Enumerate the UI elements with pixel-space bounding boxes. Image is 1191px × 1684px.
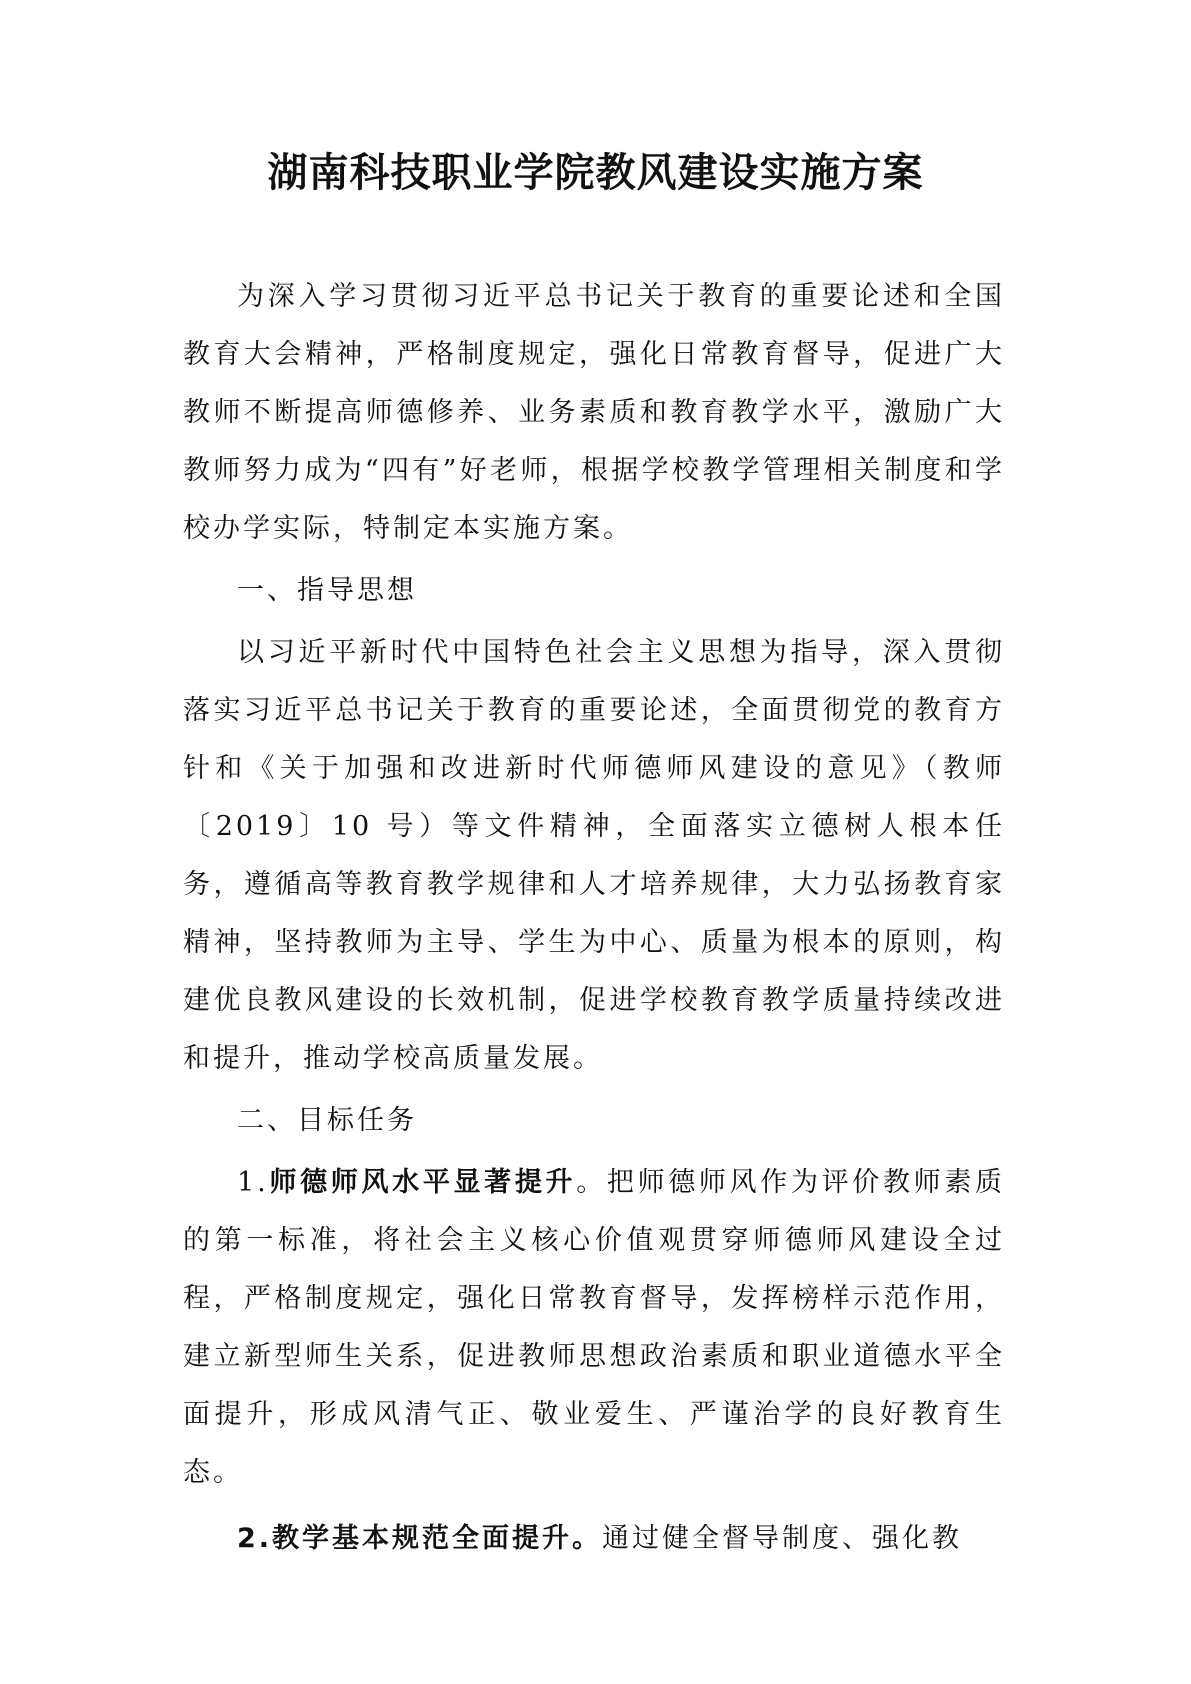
- goal-item-2-text: 通过健全督导制度、强化教: [602, 1523, 963, 1554]
- document-body: [183, 268, 1005, 1568]
- guiding-ideology-paragraph: 以习近平新时代中国特色社会主义思想为指导，深入贯彻落实习近平总书记关于教育的重要论述，全面贯彻党的教育方针和《关于加强和改进新时代师德师风建设的意见》（教师〔2019〕10 号）等文件精神，全面落实立德树人根本任务，遵循高等教育教学规律和人才培养规律，大力弘扬教育家精神，坚持教师为主导、学生为中心、质量为根本的原则，构建优良教风建设的长效机制，促进学校教育教学质量持续改进和提升，推动学校高质量发展。: [183, 637, 1005, 1074]
- goal-item-2-lead: 2.教学基本规范全面提升。: [237, 1523, 603, 1554]
- goal-item-1-number: 1.: [237, 1167, 269, 1198]
- goal-item-1: [183, 1154, 1005, 1502]
- goal-item-2: [183, 1510, 1005, 1568]
- goal-item-1-lead: 师德师风水平显著提升: [268, 1167, 577, 1198]
- intro-paragraph: 为深入学习贯彻习近平总书记关于教育的重要论述和全国教育大会精神，严格制度规定，强化日常教育督导，促进广大教师不断提高师德修养、业务素质和教育教学水平，激励广大教师努力成为“四有”好老师，根据学校教学管理相关制度和学校办学实际，特制定本实施方案。: [183, 281, 1005, 544]
- goal-item-1-text: 。把师德师风作为评价教师素质的第一标准，将社会主义核心价值观贯穿师德师风建设全过程，严格制度规定，强化日常教育督导，发挥榜样示范作用，建立新型师生关系，促进教师思想政治素质和职业道德水平全面提升，形成风清气正、敬业爱生、严谨治学的良好教育生态。: [183, 1167, 1006, 1488]
- section-heading-goals-tasks: 二、目标任务: [237, 1105, 417, 1136]
- section-heading-guiding-ideology: 一、指导思想: [237, 575, 417, 606]
- document-title: 湖南科技职业学院教风建设实施方案: [267, 149, 924, 196]
